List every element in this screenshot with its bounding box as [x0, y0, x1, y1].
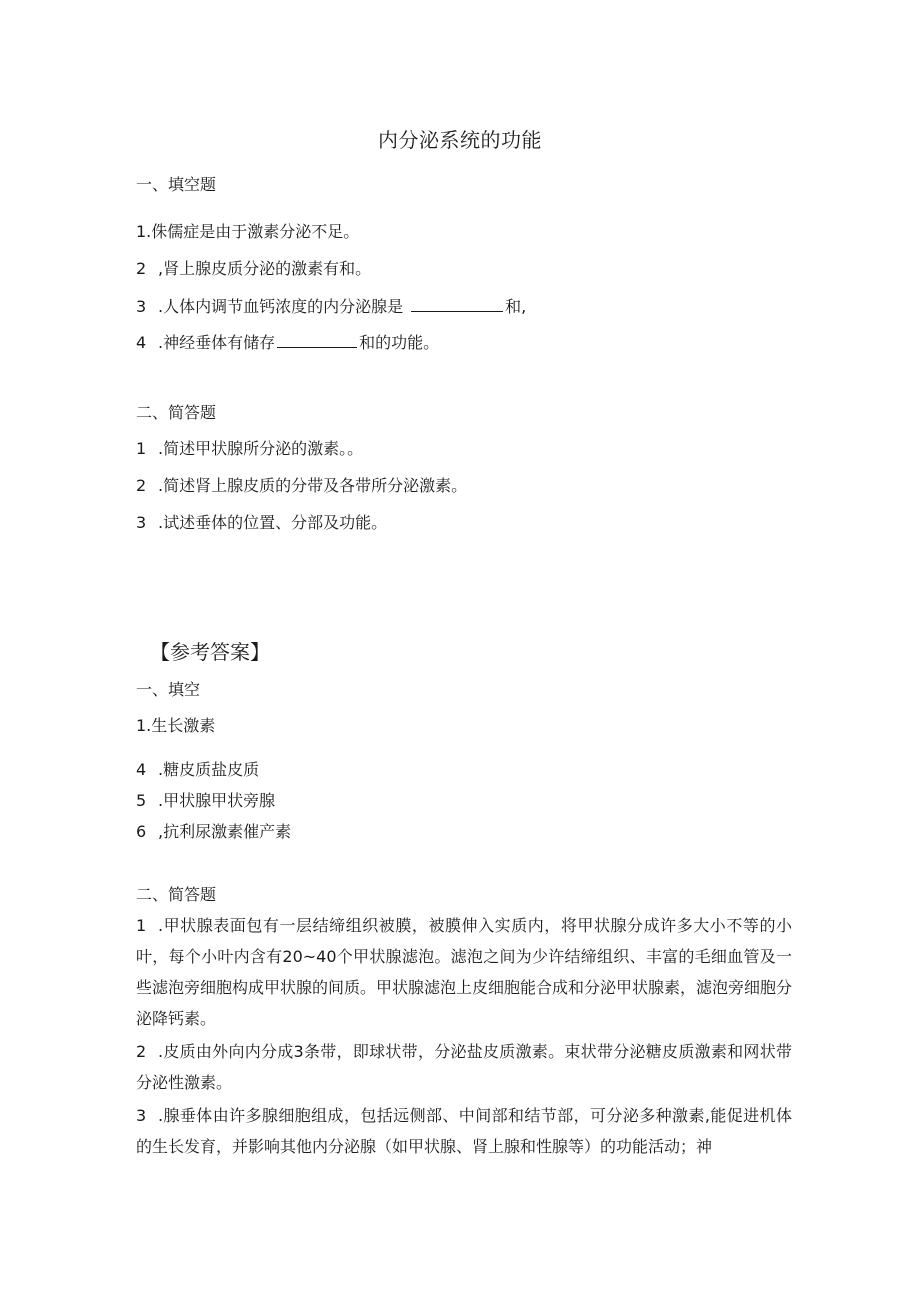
reference-answers-title: 【参考答案】: [150, 640, 270, 664]
answer-blank: [277, 333, 357, 348]
answer-number: 4: [136, 760, 147, 779]
answer-number: 3: [136, 1106, 147, 1125]
question-number: 2: [136, 259, 147, 278]
answer-6: [136, 822, 291, 842]
question-text-after: 和,: [505, 297, 527, 316]
question-number: 3: [136, 297, 147, 316]
short-question-2: [136, 476, 467, 496]
question-number: 4: [136, 333, 147, 352]
question-text-before: .人体内调节血钙浓度的内分泌腺是: [158, 297, 404, 316]
fill-question-3: [136, 297, 526, 317]
short-question-1: [136, 439, 363, 459]
answer-number: 5: [136, 791, 147, 810]
answers-short-heading: 二、简答题: [136, 885, 217, 904]
section2-heading: 二、简答题: [136, 403, 217, 422]
question-text: .试述垂体的位置、分部及功能。: [158, 513, 388, 532]
answer-4: [136, 760, 259, 780]
fill-question-4: [136, 333, 439, 353]
question-number: 1: [136, 439, 147, 458]
short-answer-2: [136, 1036, 792, 1098]
answer-text: .糖皮质盐皮质: [158, 760, 260, 779]
answer-text: .皮质由外向内分成3条带，即球状带，分泌盐皮质激素。束状带分泌糖皮质激素和网状带分泌性激素。: [136, 1042, 792, 1092]
answer-text: 生长激素: [151, 716, 216, 735]
answer-text: .腺垂体由许多腺细胞组成，包括远侧部、中间部和结节部，可分泌多种激素,能促进机体的生长发育，并影响其他内分泌腺（如甲状腺、肾上腺和性腺等）的功能活动；神: [136, 1106, 792, 1156]
question-text: .简述甲状腺所分泌的激素。。: [158, 439, 364, 458]
question-text: .简述肾上腺皮质的分带及各带所分泌激素。: [158, 476, 468, 495]
question-text: 侏儒症是由于激素分泌不足。: [151, 222, 360, 241]
question-number: 3: [136, 513, 147, 532]
answer-number: 6: [136, 822, 147, 841]
page-title: 内分泌系统的功能: [378, 128, 542, 152]
answer-1: [136, 716, 215, 736]
fill-question-1: [136, 222, 359, 242]
answer-5: [136, 791, 275, 811]
answer-number: 2: [136, 1042, 147, 1061]
question-text-before: .神经垂体有储存: [158, 333, 276, 352]
answers-fill-heading: 一、填空: [136, 680, 201, 699]
question-text: ,肾上腺皮质分泌的激素有和。: [158, 259, 372, 278]
answer-text: ,抗利尿激素催产素: [158, 822, 292, 841]
short-answer-3: [136, 1100, 792, 1162]
question-number: 1.: [136, 222, 152, 241]
section1-heading: 一、填空题: [136, 175, 217, 194]
short-question-3: [136, 513, 387, 533]
fill-question-2: [136, 259, 371, 279]
answer-number: 1.: [136, 716, 152, 735]
short-answer-1: [136, 910, 792, 1034]
answer-number: 1: [136, 916, 147, 935]
answer-text: .甲状腺甲状旁腺: [158, 791, 276, 810]
question-number: 2: [136, 476, 147, 495]
answer-text: .甲状腺表面包有一层结缔组织被膜，被膜伸入实质内，将甲状腺分成许多大小不等的小叶，每个小叶内含有20~40个甲状腺滤泡。滤泡之间为少许结缔组织、丰富的毛细血管及一些滤泡旁细胞构成甲状腺的间质。甲状腺滤泡上皮细胞能合成和分泌甲状腺素，滤泡旁细胞分泌降钙素。: [136, 916, 793, 1028]
answer-blank: [411, 297, 503, 312]
question-text-after: 和的功能。: [359, 333, 440, 352]
